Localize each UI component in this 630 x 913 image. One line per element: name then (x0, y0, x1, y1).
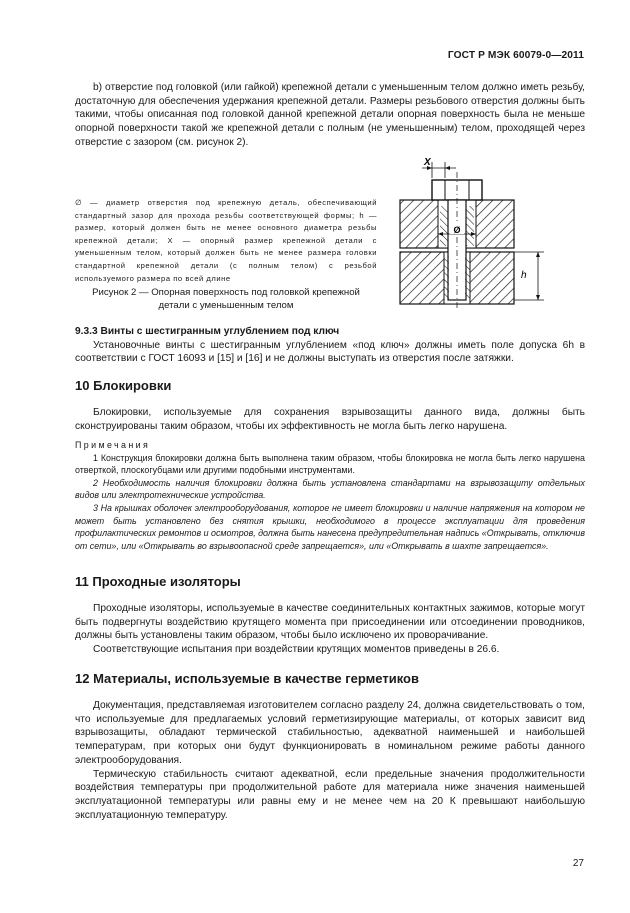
section-12-text-1: Документация, представляемая изготовителем согласно разделу 24, должна свидетельствовать о том, что используемые для предлагаемых условий герметизирующие материалы, от которых зависит вид взрывозащиты, обладают термической стабильностью, адекватной наименьшей и наибольшей температурам, при которых они будут функционировать в номинальном режиме работы данного электрооборудования. (75, 700, 585, 766)
h-label: h (521, 270, 527, 281)
intro-paragraph (75, 81, 585, 150)
x-label: X (424, 157, 431, 168)
section-10-title: 10 Блокировки (75, 378, 172, 393)
note-2: 2 Необходимость наличия блокировки должна быть установлена стандартами на взрывозащиту отдельных видов или электротехнические устройства. (75, 477, 585, 501)
section-11-title: 11 Проходные изоляторы (75, 574, 241, 589)
section-12-text-2: Термическую стабильность считают адекватной, если предельные значения продолжительности воздействия температуры при продолжительной работе для материала ниже значения наименьшей эксплуатационной температуры или равны ему и не менее чем на 20 К превышают наибольшую эксплуатационную температуру. (75, 768, 585, 821)
standard-header: ГОСТ Р МЭК 60079-0—2011 (447, 50, 584, 61)
figure-legend: ∅ — диаметр отверстия под крепежную деталь, обеспечивающий стандартный зазор для прохода резьбы соответствующей формы; h — размер, который должен быть не менее основного диаметра резьбы крепежной детали; X — опорный размер крепежной детали с уменьшенным телом, который должен быть не менее размера головки стандартной крепежной детали (с полным телом) с резьбой используемого размера по всей длине (75, 198, 377, 283)
notes-title: Примечания (75, 440, 151, 450)
note-3: 3 На крышках оболочек электрооборудования, которое не имеет блокировки и наличие напряжения на котором не может быть установлено без снятия крышки, необходимого в процессе эксплуатации для проведения профилактических ремонтов и осмотров, должна быть нанесена предупредительная надпись «Открывать, отключив от сети», или «Открывать во взрывоопасной среде запрещается», или «Открывать в шахте запрещается». (75, 502, 585, 551)
section-12-title: 12 Материалы, используемые в качестве герметиков (75, 671, 419, 686)
figure-caption: Рисунок 2 — Опорная поверхность под головкой крепежной детали с уменьшенным телом (92, 287, 360, 311)
page-number: 27 (572, 858, 584, 869)
section-10-body (75, 406, 585, 433)
diameter-label: Ø (453, 225, 461, 235)
section-933-text: Установочные винты с шестигранным углублением «под ключ» должны иметь поле допуска 6h в соответствии с ГОСТ 16093 и [15] и [16] и не должны выступать из отверстия после затяжки. (75, 339, 585, 365)
section-10-notes (75, 439, 585, 552)
fastener-figure (398, 156, 558, 312)
section-10-text: Блокировки, используемые для сохранения взрывозащиты данного вида, должны быть сконструированы таким образом, чтобы их эффективность не могла быть легко нарушена. (75, 407, 585, 432)
section-933-title: 9.3.3 Винты с шестигранным углублением под ключ (75, 326, 340, 337)
intro-text: b) отверстие под головкой (или гайкой) крепежной детали с уменьшенным телом должно иметь резьбу, достаточную для обеспечения удержания крепежной детали. Размеры резьбового отверстия должны быть такими, чтобы описанная под головкой данной крепежной детали опорная поверхность была не меньше опорной поверхности такой же крепежной детали с полным (не уменьшенным) телом, проходящей через отверстие с зазором (см. рисунок 2). (75, 82, 585, 148)
section-11-text-1: Проходные изоляторы, используемые в качестве соединительных контактных зажимов, которые могут быть подвергнуты воздействию крутящего момента при присоединении или отсоединении проводников, должны быть установлены таким образом, чтобы было исключено их проворачивание. (75, 603, 585, 642)
note-1: 1 Конструкция блокировки должна быть выполнена таким образом, чтобы блокировка не могла быть легко нарушена отверткой, плоскогубцами или другими подобными инструментами. (75, 452, 585, 476)
section-11-text-2: Соответствующие испытания при воздействии крутящих моментов приведены в 26.6. (93, 644, 500, 656)
section-933 (75, 325, 585, 366)
section-12-body (75, 699, 585, 822)
section-11-body (75, 602, 585, 657)
